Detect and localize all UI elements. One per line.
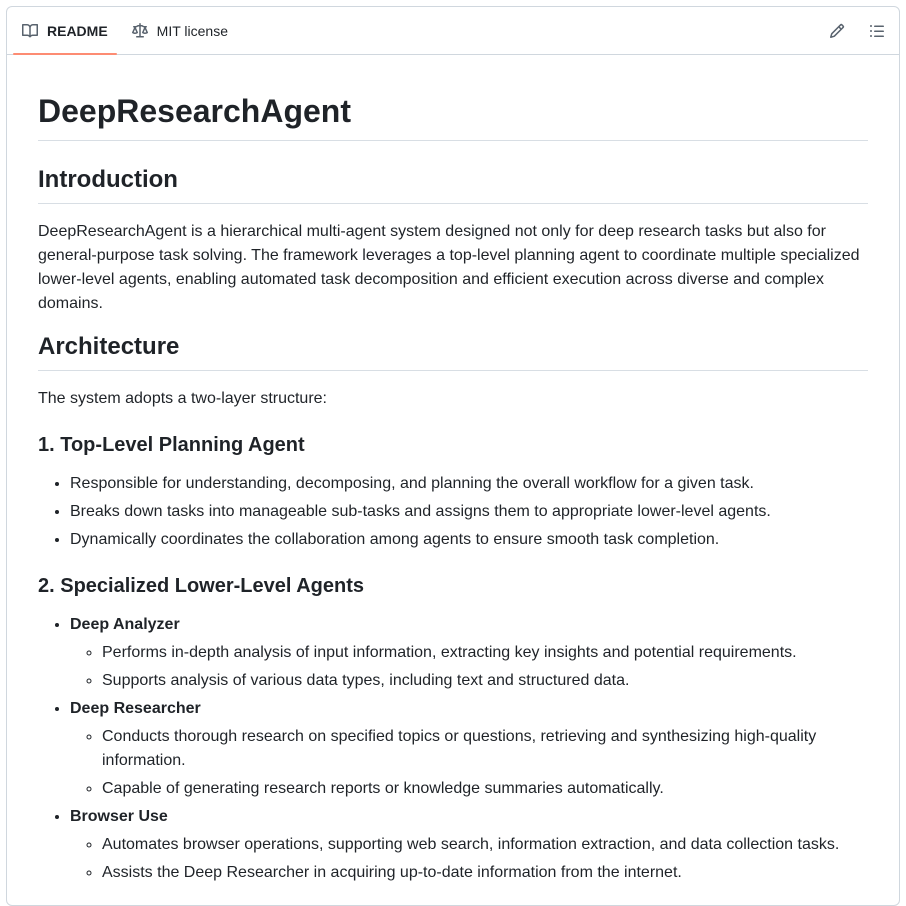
planning-list — [38, 472, 868, 552]
readme-tabbar — [7, 7, 899, 55]
list-item: • Dynamically coordinates the collaboration among agents to ensure smooth task completion. — [70, 528, 868, 552]
list-item: • Breaks down tasks into manageable sub-tasks and assigns them to appropriate lower-level agents. — [70, 500, 868, 524]
agent-name: Browser Use — [70, 808, 168, 825]
tab-readme-label: README — [47, 22, 108, 39]
heading-planning-agent: 1. Top-Level Planning Agent — [38, 434, 305, 456]
agent-item-browser-use — [70, 805, 868, 885]
agent-name: Deep Analyzer — [70, 616, 180, 633]
list-item: • Responsible for understanding, decomposing, and planning the overall workflow for a given task. — [70, 472, 868, 496]
readme-content — [7, 55, 899, 885]
agent-item-deep-analyzer — [70, 613, 868, 693]
agent-name: Deep Researcher — [70, 700, 201, 717]
agent-item-deep-researcher — [70, 697, 868, 801]
agent-sublist — [70, 641, 868, 693]
architecture-paragraph: The system adopts a two-layer structure: — [38, 390, 327, 407]
outline-button[interactable] — [865, 19, 889, 43]
readme-panel — [6, 6, 900, 906]
tab-readme[interactable] — [13, 7, 117, 54]
agent-sublist — [70, 833, 868, 885]
page-title: DeepResearchAgent — [38, 91, 868, 141]
tab-actions — [825, 7, 889, 55]
list-item: ◦ Capable of generating research reports or knowledge summaries automatically. — [102, 777, 868, 801]
edit-button[interactable] — [825, 19, 849, 43]
agents-list — [38, 613, 868, 885]
tab-license-label: MIT license — [156, 22, 228, 39]
heading-architecture: Architecture — [38, 332, 868, 371]
list-unordered-icon — [869, 23, 885, 39]
intro-paragraph: DeepResearchAgent is a hierarchical multi-agent system designed not only for deep research tasks but also for general-purpose task solving. The framework leverages a top-level planning agent to coordinate multiple specialized lower-level agents, enabling automated task decomposition and efficient execution across diverse and complex domains. — [38, 223, 860, 312]
list-item: ◦ Conducts thorough research on specified topics or questions, retrieving and synthesizing high-quality information. — [102, 725, 868, 773]
tab-license[interactable] — [123, 7, 237, 54]
list-item: ◦ Supports analysis of various data types, including text and structured data. — [102, 669, 868, 693]
law-scale-icon — [132, 23, 148, 39]
book-icon — [22, 23, 38, 39]
heading-lower-level-agents: 2. Specialized Lower-Level Agents — [38, 575, 365, 597]
agent-sublist — [70, 725, 868, 801]
list-item: ◦ Assists the Deep Researcher in acquiring up-to-date information from the internet. — [102, 861, 868, 885]
heading-introduction: Introduction — [38, 165, 868, 204]
list-item: ◦ Automates browser operations, supporting web search, information extraction, and data collection tasks. — [102, 833, 868, 857]
list-item: ◦ Performs in-depth analysis of input information, extracting key insights and potential requirements. — [102, 641, 868, 665]
pencil-icon — [829, 23, 845, 39]
